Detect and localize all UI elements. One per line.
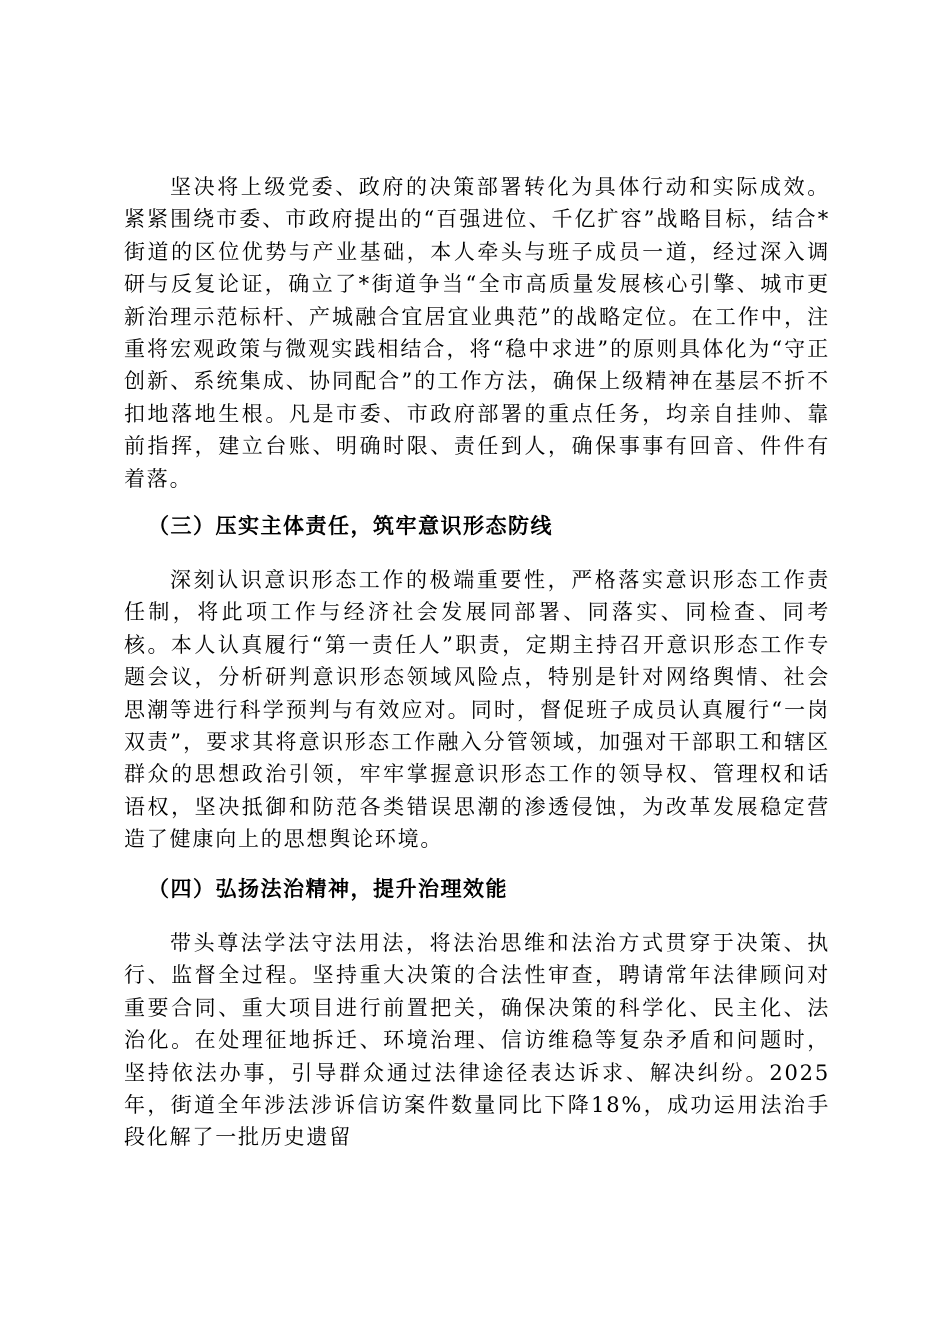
body-paragraph-2 — [124, 564, 830, 856]
paragraph-text: 带头尊法学法守法用法，将法治思维和法治方式贯穿于决策、执行、监督全过程。坚持重大决策的合法性审查，聘请常年法律顾问对重要合同、重大项目进行前置把关，确保决策的科学化、民主化、法治化。在处理征地拆迁、环境治理、信访维稳等复杂矛盾和问题时，坚持依法办事，引导群众通过法律途径表达诉求、解决纠纷。2025年，街道全年涉法涉诉信访案件数量同比下降18%，成功运用法治手段化解了一批历史遗留 — [124, 931, 830, 1150]
body-paragraph-3 — [124, 927, 830, 1154]
paragraph-text: 坚决将上级党委、政府的决策部署转化为具体行动和实际成效。紧紧围绕市委、市政府提出的“百强进位、千亿扩容”战略目标，结合*街道的区位优势与产业基础，本人牵头与班子成员一道，经过深入调研与反复论证，确立了*街道争当“全市高质量发展核心引擎、城市更新治理示范标杆、产城融合宜居宜业典范”的战略定位。在工作中，注重将宏观政策与微观实践相结合，将“稳中求进”的原则具体化为“守正创新、系统集成、协同配合”的工作方法，确保上级精神在基层不折不扣地落地生根。凡是市委、市政府部署的重点任务，均亲自挂帅、靠前指挥，建立台账、明确时限、责任到人，确保事事有回音、件件有着落。 — [124, 175, 830, 491]
paragraph-text: 深刻认识意识形态工作的极端重要性，严格落实意识形态工作责任制，将此项工作与经济社会发展同部署、同落实、同检查、同考核。本人认真履行“第一责任人”职责，定期主持召开意识形态工作专题会议，分析研判意识形态领域风险点，特别是针对网络舆情、社会思潮等进行科学预判与有效应对。同时，督促班子成员认真履行“一岗双责”，要求其将意识形态工作融入分管领域，加强对干部职工和辖区群众的思想政治引领，牢牢掌握意识形态工作的领导权、管理权和话语权，坚决抵御和防范各类错误思潮的渗透侵蚀，为改革发展稳定营造了健康向上的思想舆论环境。 — [124, 568, 830, 852]
section-heading-4: （四）弘扬法治精神，提升治理效能 — [148, 877, 508, 901]
section-heading-3: （三）压实主体责任，筑牢意识形态防线 — [148, 514, 553, 538]
body-paragraph-1 — [124, 171, 830, 495]
